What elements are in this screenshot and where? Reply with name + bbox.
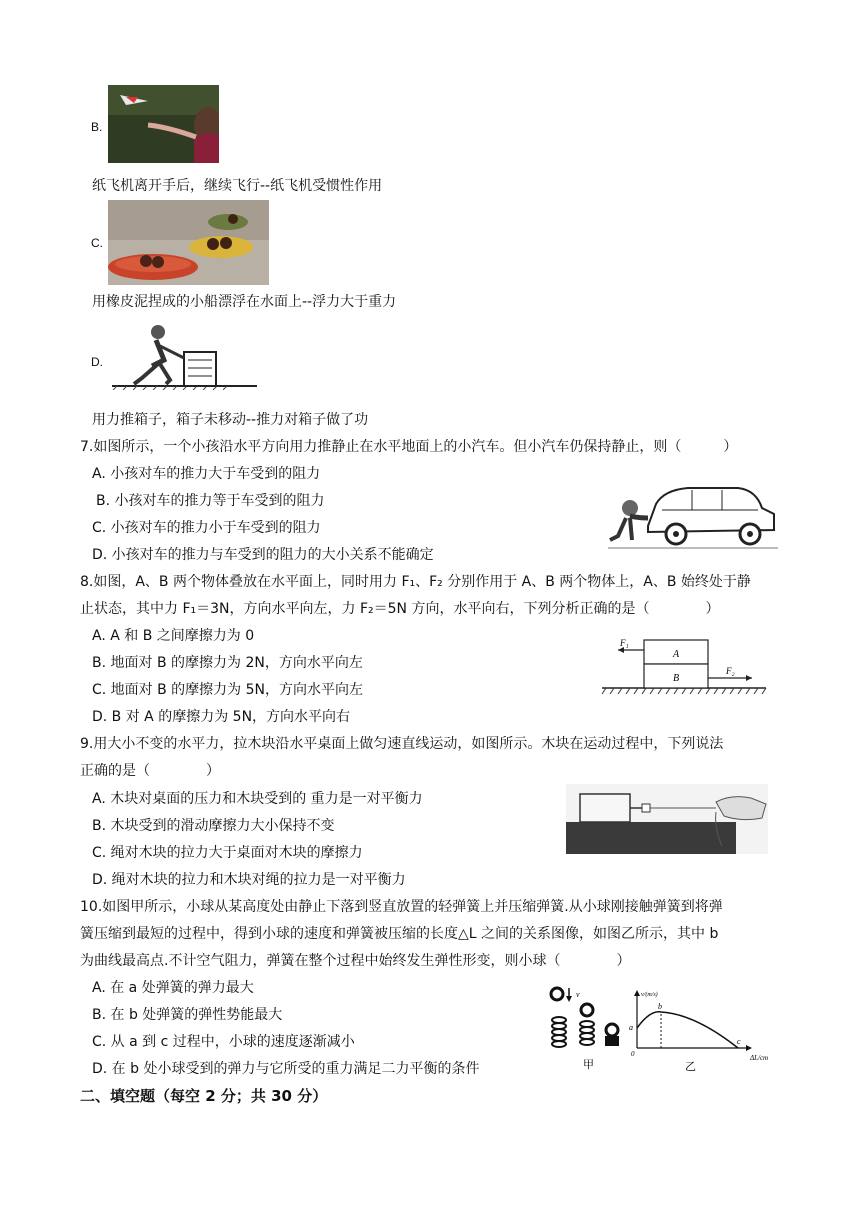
q7-option-d: D. 小孩对车的推力与车受到的阻力的大小关系不能确定	[92, 547, 434, 563]
figure-jia-label: 甲	[583, 1058, 594, 1071]
q8-option-d: D. B 对 A 的摩擦力为 5N，方向水平向右	[92, 709, 351, 725]
q7-option-a: A. 小孩对车的推力大于车受到的阻力	[92, 466, 321, 482]
q7-stem: 7.如图所示，一个小孩沿水平方向用力推静止在水平地面上的小汽车。但小汽车仍保持静止，则（ ）	[80, 439, 738, 455]
block-a-label: A	[673, 649, 680, 660]
velocity-label: v	[576, 990, 580, 999]
y-axis-label: v/(m/s)	[641, 992, 658, 998]
q10-option-b: B. 在 b 处弹簧的弹性势能最大	[92, 1007, 283, 1023]
point-a-label: a	[629, 1023, 633, 1032]
clay-boat-photo	[108, 200, 269, 285]
q9-option-b: B. 木块受到的滑动摩擦力大小保持不变	[92, 818, 335, 834]
option-d-label: D.	[91, 355, 103, 369]
q10-stem-line3: 为曲线最高点.不计空气阻力，弹簧在整个过程中始终发生弹性形变，则小球（ ）	[80, 953, 631, 969]
q8-option-a: A. A 和 B 之间摩擦力为 0	[92, 628, 255, 644]
option-c-caption: 用橡皮泥捏成的小船漂浮在水面上--浮力大于重力	[92, 294, 397, 310]
option-c-label: C.	[91, 236, 103, 250]
q9-stem-line1: 9.用大小不变的水平力，拉木块沿水平桌面上做匀速直线运动，如图所示。木块在运动过程中，下列说法	[80, 736, 724, 752]
child-pushing-car-drawing	[608, 482, 778, 550]
q9-option-c: C. 绳对木块的拉力大于桌面对木块的摩擦力	[92, 845, 363, 861]
q8-stem-line1: 8.如图，A、B 两个物体叠放在水平面上，同时用力 F₁、F₂ 分别作用于 A、B 两个物体上，A、B 始终处于静	[80, 574, 751, 590]
block-b-label: B	[673, 673, 680, 684]
q7-option-c: C. 小孩对车的推力小于车受到的阻力	[92, 520, 321, 536]
q8-stem-line2: 止状态，其中力 F₁＝3N，方向水平向左，力 F₂＝5N 方向，水平向右，下列分析正确的是（ ）	[80, 601, 720, 617]
figure-yi-label: 乙	[685, 1060, 696, 1073]
stacked-blocks-diagram	[600, 632, 770, 700]
q10-option-c: C. 从 a 到 c 过程中，小球的速度逐渐减小	[92, 1034, 355, 1050]
paper-plane-photo	[108, 85, 219, 163]
option-d-caption: 用力推箱子，箱子未移动--推力对箱子做了功	[92, 412, 369, 428]
point-b-label: b	[658, 1002, 662, 1011]
point-c-label: c	[737, 1037, 741, 1046]
x-axis-label: ΔL/cm	[750, 1054, 769, 1062]
q8-option-c: C. 地面对 B 的摩擦力为 5N，方向水平向左	[92, 682, 364, 698]
f1-label: F₁	[620, 638, 629, 648]
origin-label: 0	[631, 1050, 635, 1058]
q10-stem-line2: 簧压缩到最短的过程中，得到小球的速度和弹簧被压缩的长度△L 之间的关系图像，如图乙所示，其中 b	[80, 926, 719, 942]
q7-option-b: B. 小孩对车的推力等于车受到的阻力	[96, 493, 325, 509]
q10-option-a: A. 在 a 处弹簧的弹力最大	[92, 980, 254, 996]
push-box-drawing	[112, 320, 257, 390]
spring-ball-figure	[545, 984, 785, 1074]
q9-option-a: A. 木块对桌面的压力和木块受到的 重力是一对平衡力	[92, 791, 423, 807]
option-b-caption: 纸飞机离开手后，继续飞行--纸飞机受惯性作用	[92, 178, 383, 194]
section-fill-in-title: 二、填空题（每空 2 分；共 30 分）	[80, 1087, 328, 1105]
q10-stem-line1: 10.如图甲所示，小球从某高度处由静止下落到竖直放置的轻弹簧上并压缩弹簧.从小球刚接触弹簧到将弹	[80, 899, 723, 915]
q9-option-d: D. 绳对木块的拉力和木块对绳的拉力是一对平衡力	[92, 872, 406, 888]
q8-option-b: B. 地面对 B 的摩擦力为 2N，方向水平向左	[92, 655, 363, 671]
block-pulling-photo	[566, 784, 768, 854]
option-b-label: B.	[91, 120, 103, 134]
f2-label: F₂	[726, 666, 735, 676]
q9-stem-line2: 正确的是（ ）	[80, 763, 220, 779]
q10-option-d: D. 在 b 处小球受到的弹力与它所受的重力满足二力平衡的条件	[92, 1061, 480, 1077]
